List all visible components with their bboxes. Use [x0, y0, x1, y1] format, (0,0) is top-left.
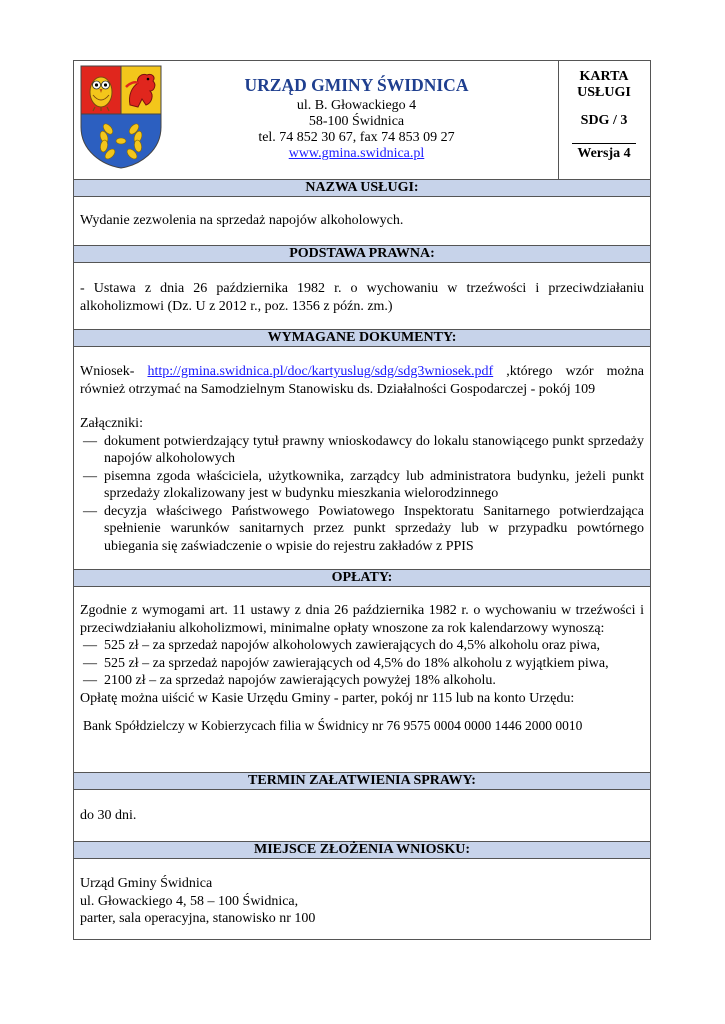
service-name-text: Wydanie zezwolenia na sprzedaż napojów alkoholowych. — [80, 213, 404, 228]
section-title-place: MIEJSCE ZŁOŻENIA WNIOSKU: — [74, 841, 650, 859]
section-title-documents: WYMAGANE DOKUMENTY: — [74, 329, 650, 347]
list-item — [80, 433, 644, 468]
dash-bullet: — — [83, 433, 97, 449]
list-item — [80, 655, 644, 673]
list-item — [80, 637, 644, 655]
place-line: Urząd Gminy Świdnica — [80, 876, 213, 891]
card-version: Wersja 4 — [577, 146, 631, 161]
form-prefix: Wniosek- — [80, 364, 148, 379]
card-label-2: USŁUGI — [577, 85, 631, 100]
documents-body — [80, 363, 644, 555]
meta-divider — [572, 143, 636, 144]
place-line: ul. Głowackiego 4, 58 – 100 Świdnica, — [80, 893, 299, 909]
card-header — [74, 61, 650, 181]
attachment-text: decyzja właściwego Państwowego Powiatowego Inspektoratu Sanitarnego potwierdzająca spełnienie warunków sanitarnych przez punkt sprzedaży lub w przypadku powtórnego ubiegania się zaświadczenie o wpisie do rejestru zakładów z PPIS — [104, 503, 644, 554]
section-title-legal-basis: PODSTAWA PRAWNA: — [74, 245, 650, 263]
attachment-text: dokument potwierdzający tytuł prawny wnioskodawcy do lokalu stanowiącego punkt sprzedaży napojów alkoholowych — [104, 433, 644, 466]
fees-body — [80, 602, 644, 735]
dash-bullet: — — [83, 673, 97, 688]
office-street: ul. B. Głowackiego 4 — [296, 98, 417, 113]
section-title-fees: OPŁATY: — [74, 569, 650, 587]
place-body — [80, 875, 644, 928]
office-city: 58-100 Świdnica — [308, 114, 405, 129]
application-form-paragraph — [80, 363, 644, 398]
attachment-text: pisemna zgoda właściciela, użytkownika, zarządcy lub administratora budynku, jeżeli punkt sprzedaży zlokalizowany jest w budynku mieszkania wielorodzinnego — [104, 468, 644, 501]
dash-bullet: — — [83, 468, 97, 484]
payment-info: Opłatę można uiścić w Kasie Urzędu Gminy - parter, pokój nr 115 lub na konto Urzędu: — [80, 690, 575, 706]
office-website-link[interactable]: www.gmina.swidnica.pl — [288, 146, 425, 161]
deadline-text: do 30 dni. — [80, 808, 137, 823]
attachments-label: Załączniki: — [80, 416, 143, 431]
fees-list — [80, 637, 644, 690]
dash-bullet: — — [83, 638, 97, 653]
fees-intro: Zgodnie z wymogami art. 11 ustawy z dnia 26 października 1982 r. o wychowaniu w trzeźwości i przeciwdziałaniu alkoholizmowi, minimalne opłaty wnoszone za rok kalendarzowy wynoszą: — [80, 603, 644, 636]
form-suffix: ,którego wzór można również otrzymać na Samodzielnym Stanowisku ds. Działalności Gospodarczej - pokój 109 — [80, 364, 644, 397]
card-meta-cell — [558, 61, 650, 180]
list-item — [80, 468, 644, 503]
bank-account: Bank Spółdzielczy w Kobierzycach filia w Świdnicy nr 76 9575 0004 0000 1446 2000 0010 — [83, 718, 583, 733]
office-address — [164, 74, 549, 162]
card-code: SDG / 3 — [580, 113, 628, 128]
application-form-link[interactable]: http://gmina.swidnica.pl/doc/kartyuslug/sdg/sdg3wniosek.pdf — [147, 364, 494, 379]
attachments-list — [80, 433, 644, 556]
section-title-service-name: NAZWA USŁUGI: — [74, 179, 650, 197]
fee-text: 525 zł – za sprzedaż napojów alkoholowych zawierających do 4,5% alkoholu oraz piwa, — [104, 638, 601, 653]
legal-basis-text: - Ustawa z dnia 26 października 1982 r. o wychowaniu w trzeźwości i przeciwdziałaniu alkoholizmowi (Dz. U z 2012 r., poz. 1356 z późn. zm.) — [80, 281, 644, 314]
fee-text: 525 zł – za sprzedaż napojów zawierających od 4,5% do 18% alkoholu z wyjątkiem piwa, — [104, 655, 609, 671]
coat-of-arms-icon — [80, 65, 162, 169]
list-item — [80, 672, 644, 690]
dash-bullet: — — [83, 503, 97, 519]
section-title-deadline: TERMIN ZAŁATWIENIA SPRAWY: — [74, 772, 650, 790]
service-card — [73, 60, 651, 940]
office-info-cell — [74, 61, 559, 180]
fee-text: 2100 zł – za sprzedaż napojów zawierających powyżej 18% alkoholu. — [104, 673, 496, 688]
office-phone: tel. 74 852 30 67, fax 74 853 09 27 — [258, 130, 455, 145]
list-item — [80, 503, 644, 556]
dash-bullet: — — [83, 655, 97, 671]
place-line: parter, sala operacyjna, stanowisko nr 100 — [80, 911, 316, 926]
card-label-1: KARTA — [579, 69, 629, 84]
office-name: URZĄD GMINY ŚWIDNICA — [244, 75, 469, 95]
